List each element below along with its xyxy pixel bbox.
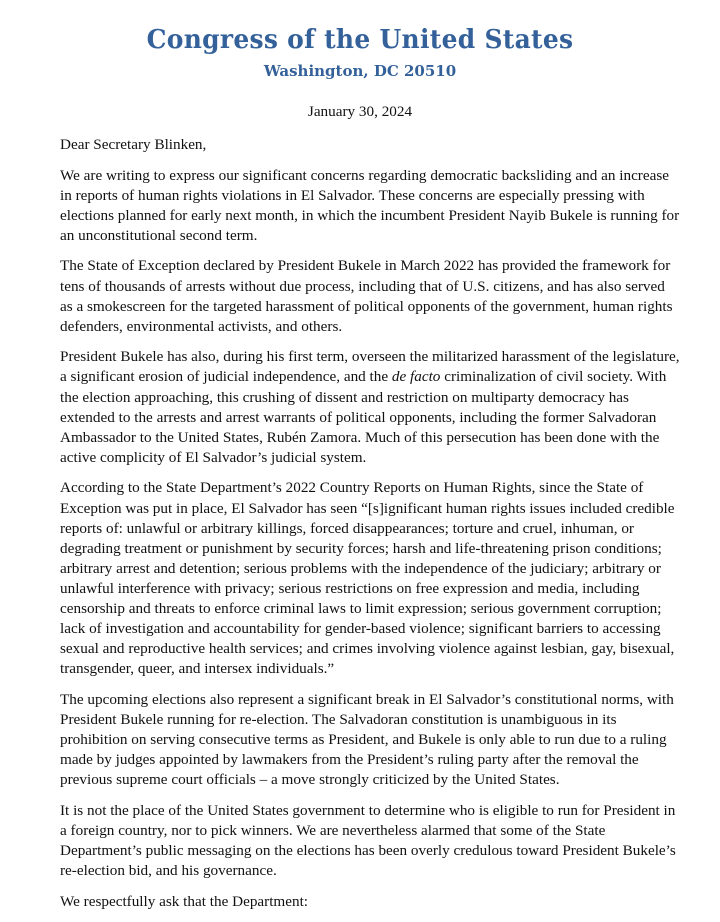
letterhead-address: Washington, DC 20510 [263,62,457,80]
paragraph-3-before: President Bukele has also, during his first term, overseen the militarized harassment of the legislature, a significant erosion of judicial independence, and the [60,348,680,386]
paragraph-3-italic: de facto [391,368,441,386]
paragraph-3 [60,347,680,468]
paragraph-3-after: criminalization of civil society. With the election approaching, this crushing of dissent and restriction on multiparty democracy has extended to the arrests and arrest warrants of political opponents, including the former Salvadoran Ambassador to the United States, Rubén Zamora. Much of this persecution has been done with the active complicity of El Salvador’s judicial system. [60,368,667,466]
paragraph-7: We respectfully ask that the Department: [60,892,309,910]
paragraph-5: The upcoming elections also represent a significant break in El Salvador’s constitutional norms, with President Bukele running for re-election. The Salvadoran constitution is unambiguous in its prohibition on serving consecutive terms as President, and Bukele is only able to run due to a ruling made by judges appointed by lawmakers from the President’s ruling party after the removal the previous supreme court officials – a move strongly criticized by the United States. [60,690,674,789]
salutation: Dear Secretary Blinken, [60,136,207,153]
paragraph-2: The State of Exception declared by President Bukele in March 2022 has provided the framework for tens of thousands of arrests without due process, including that of U.S. citizens, and has also served as a smokescreen for the targeted harassment of political opponents of the government, human rights defenders, environmental activists, and others. [60,257,673,335]
paragraph-1: We are writing to express our significant concerns regarding democratic backsliding and an increase in reports of human rights violations in El Salvador. These concerns are especially pressing with elections planned for early next month, in which the incumbent President Nayib Bukele is running for an unconstitutional second term. [60,166,680,244]
paragraph-4: According to the State Department’s 2022 Country Reports on Human Rights, since the State of Exception was put in place, El Salvador has seen “[s]ignificant human rights issues included credible reports of: unlawful or arbitrary killings, forced disappearances; torture and cruel, inhuman, or degrading treatment or punishment by security forces; harsh and life-threatening prison conditions; arbitrary arrest and detention; serious problems with the independence of the judiciary; arbitrary or unlawful interference with privacy; serious restrictions on free expression and media, including censorship and threats to enforce criminal laws to limit expression; serious government corruption; lack of investigation and accountability for gender-based violence; significant barriers to accessing sexual and reproductive health services; and crimes involving violence against lesbian, gay, bisexual, transgender, queer, and intersex individuals.” [60,479,675,678]
paragraph-6: It is not the place of the United States government to determine who is eligible to run for President in a foreign country, nor to pick winners. We are nevertheless alarmed that some of the State Department’s public messaging on the elections has been overly credulous toward President Bukele’s re-election bid, and his governance. [60,801,676,880]
letter-date: January 30, 2024 [307,103,413,120]
letter-body [60,135,680,922]
letterhead-title: Congress of the United States [146,25,574,55]
letterhead [0,22,720,82]
